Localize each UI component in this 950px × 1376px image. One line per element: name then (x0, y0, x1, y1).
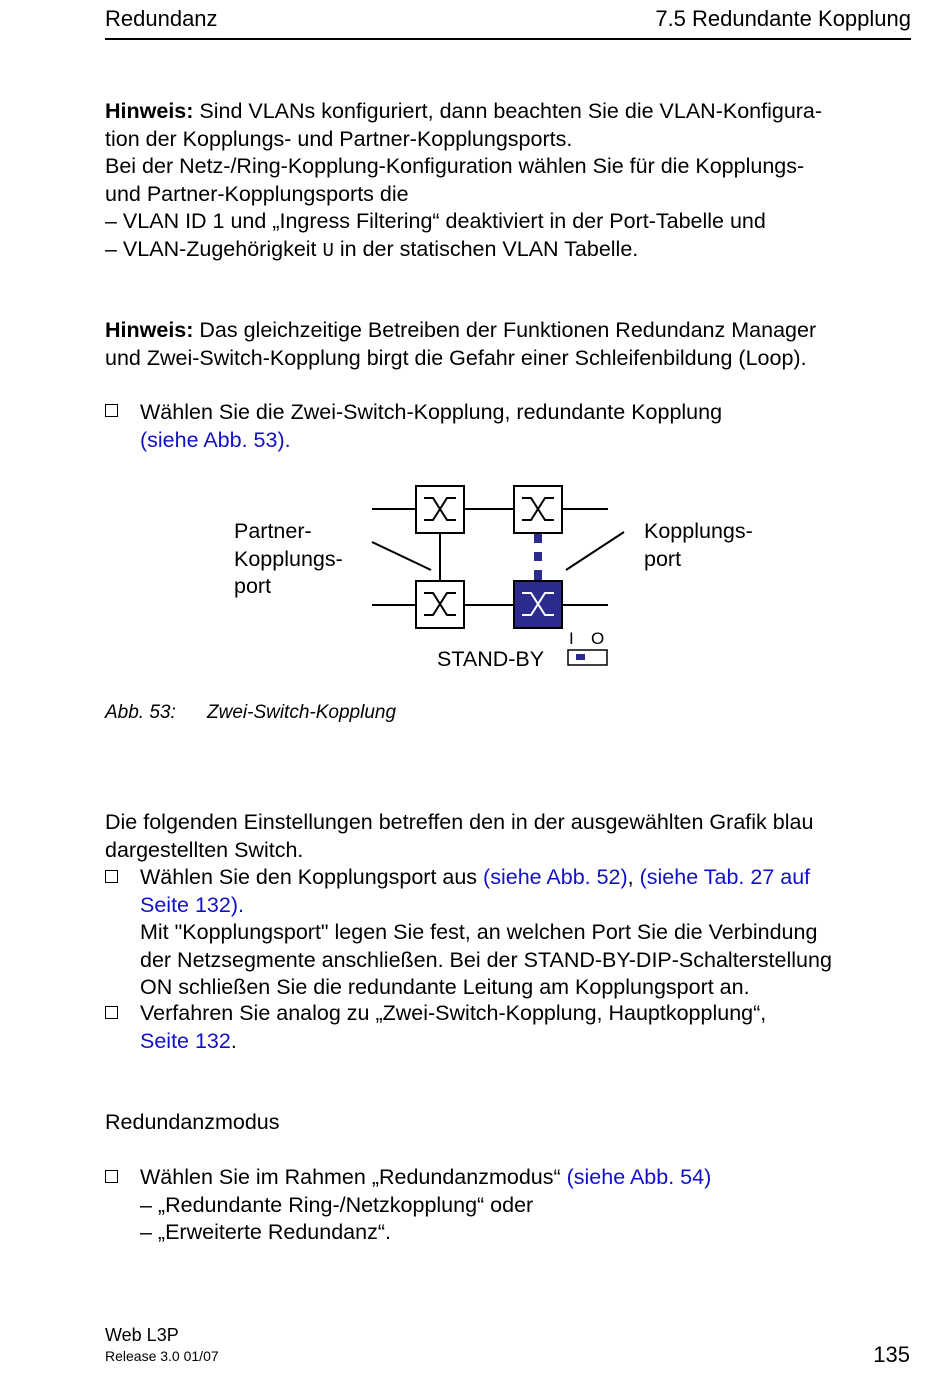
running-header-left: Redundanz (105, 6, 218, 31)
step-item (140, 1164, 711, 1247)
coupling-port-label: Kopplungs- (644, 519, 753, 543)
note-text: tion der Kopplungs- und Partner-Kopplungsports. (105, 126, 573, 151)
step-text: ON schließen Sie die redundante Leitung am Kopplungsport an. (140, 975, 750, 999)
step-item (140, 1000, 766, 1055)
figure-link[interactable]: (siehe Abb. 53). (140, 427, 291, 452)
page-link[interactable]: Seite 132). (140, 892, 244, 917)
section-heading: Redundanzmodus (105, 1110, 280, 1134)
option-text: – „Redundante Ring-/Netzkopplung“ oder (140, 1192, 534, 1217)
partner-port-label: port (234, 574, 272, 598)
step-text: . (230, 1028, 237, 1053)
step-text: , (627, 865, 640, 889)
coupling-port-label: port (644, 547, 682, 571)
option-text: – „Erweiterte Redundanz“. (140, 1220, 391, 1244)
paragraph-text: dargestellten Switch. (105, 837, 304, 862)
figure-number: Abb. 53: (105, 702, 176, 723)
paragraph-text: Die folgenden Einstellungen betreffen den in der ausgewählten Grafik blau (105, 810, 814, 834)
paragraph (105, 809, 813, 864)
step-checkbox (105, 1170, 118, 1183)
dip-switch-off-label: O (591, 629, 605, 648)
step-text: Mit "Kopplungsport" legen Sie fest, an welchen Port Sie die Verbindung (140, 920, 818, 944)
figure-caption: Zwei-Switch-Kopplung (207, 702, 397, 723)
partner-port-label: Kopplungs- (234, 547, 343, 571)
step-checkbox (105, 1006, 118, 1019)
note-label: Hinweis: (105, 99, 194, 123)
step-item (140, 864, 832, 1002)
note-label: Hinweis: (105, 318, 194, 342)
step-text: Wählen Sie im Rahmen „Redundanzmodus“ (140, 1165, 567, 1189)
partner-port-label: Partner- (234, 519, 312, 543)
dip-switch-on-label: I (569, 629, 574, 648)
note-text: und Partner-Kopplungsports die (105, 181, 409, 206)
note-text: Bei der Netz-/Ring-Kopplung-Konfiguration wählen Sie für die Kopplungs- (105, 154, 805, 178)
note-text: – VLAN-Zugehörigkeit (105, 236, 323, 261)
two-switch-coupling-figure (0, 0, 950, 680)
page-number: 135 (873, 1342, 910, 1367)
note-text: Sind VLANs konfiguriert, dann beachten Sie die VLAN-Konfigura- (193, 99, 823, 123)
note-text: – VLAN ID 1 und „Ingress Filtering“ deaktiviert in der Port-Tabelle und (105, 209, 766, 233)
highlighted-switch-icon (514, 581, 562, 628)
switch-icon (416, 486, 464, 533)
code-value: U (322, 239, 334, 262)
step-checkbox (105, 870, 118, 883)
dip-switch-icon (568, 650, 607, 665)
page-link[interactable]: Seite 132 (140, 1028, 231, 1053)
switch-icon (416, 581, 464, 628)
note-text: in der statischen VLAN Tabelle. (333, 236, 639, 261)
footer-release: Release 3.0 01/07 (105, 1348, 219, 1364)
step-text: Wählen Sie den Kopplungsport aus (140, 865, 484, 889)
switch-icon (514, 486, 562, 533)
standby-label: STAND-BY (437, 647, 545, 671)
note-text: Das gleichzeitige Betreiben der Funktionen Redundanz Manager (193, 318, 817, 342)
note-text: und Zwei-Switch-Kopplung birgt die Gefahr einer Schleifenbildung (Loop). (105, 345, 807, 370)
running-header-right: 7.5 Redundante Kopplung (655, 6, 911, 31)
footer-product: Web L3P (105, 1325, 179, 1345)
figure-link[interactable]: (siehe Abb. 54) (566, 1165, 712, 1189)
figure-link[interactable]: (siehe Abb. 52) (483, 865, 628, 889)
step-text: der Netzsegmente anschließen. Bei der STAND-BY-DIP-Schalterstellung (140, 947, 832, 972)
table-link[interactable]: (siehe Tab. 27 auf (639, 865, 811, 889)
step-text: Verfahren Sie analog zu „Zwei-Switch-Kopplung, Hauptkopplung“, (140, 1001, 767, 1025)
step-text: Wählen Sie die Zwei-Switch-Kopplung, redundante Kopplung (140, 400, 723, 424)
redundant-link (534, 534, 542, 580)
